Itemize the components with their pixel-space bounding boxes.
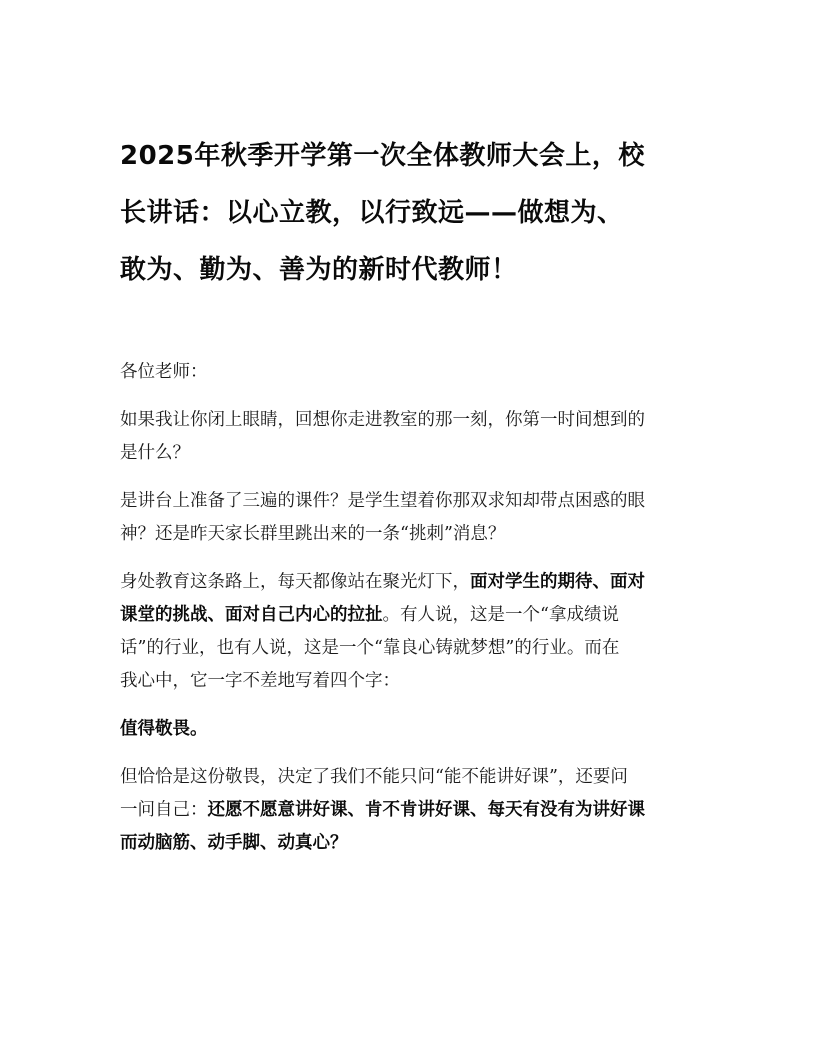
title-line: 敢为、勤为、善为的新时代教师！ xyxy=(120,255,518,285)
salutation xyxy=(120,356,686,389)
text-run: 我心中，它一字不差地写着四个字： xyxy=(120,671,400,691)
paragraph-line xyxy=(120,827,686,860)
paragraph xyxy=(120,761,686,860)
paragraph-line xyxy=(120,632,686,665)
paragraph-line xyxy=(120,485,686,518)
text-run: 是什么？ xyxy=(120,443,190,463)
paragraph-line xyxy=(120,665,686,698)
paragraph-line xyxy=(120,566,686,599)
emphasis-run: 还愿不愿意讲好课、肯不肯讲好课、每天有没有为讲好课 xyxy=(207,800,645,820)
emphasis-run: 值得敬畏。 xyxy=(120,719,208,739)
paragraph xyxy=(120,713,686,746)
paragraph-line xyxy=(120,599,686,632)
paragraph-line xyxy=(120,437,686,470)
paragraph-line xyxy=(120,404,686,437)
emphasis-run: 而动脑筋、动手脚、动真心？ xyxy=(120,833,348,853)
text-run: 一问自己： xyxy=(120,800,208,820)
paragraph xyxy=(120,485,686,551)
text-run: 神？还是昨天家长群里跳出来的一条“挑刺”消息？ xyxy=(120,524,506,544)
text-run: 是讲台上准备了三遍的课件？是学生望着你那双求知却带点困惑的眼 xyxy=(120,491,645,511)
text-run: 但恰恰是这份敬畏，决定了我们不能只问“能不能讲好课”，还要问 xyxy=(120,767,628,787)
text-run: 身处教育这条路上，每天都像站在聚光灯下， xyxy=(120,572,470,592)
title-line: 长讲话：以心立教，以行致远——做想为、 xyxy=(120,198,624,228)
text-run: 话”的行业，也有人说，这是一个“靠良心铸就梦想”的行业。而在 xyxy=(120,638,620,658)
paragraph-line xyxy=(120,713,686,746)
document-title xyxy=(120,128,686,299)
paragraph-line xyxy=(120,761,686,794)
paragraph-line xyxy=(120,794,686,827)
paragraph xyxy=(120,566,686,698)
text-run: 。有人说，这是一个“拿成绩说 xyxy=(382,605,619,625)
title-line: 2025年秋季开学第一次全体教师大会上，校 xyxy=(120,141,645,171)
document-body xyxy=(120,356,686,875)
emphasis-run: 面对学生的期待、面对 xyxy=(470,572,645,592)
paragraph-line xyxy=(120,518,686,551)
salutation-text: 各位老师： xyxy=(120,362,208,382)
text-run: 如果我让你闭上眼睛，回想你走进教室的那一刻，你第一时间想到的 xyxy=(120,410,645,430)
emphasis-run: 课堂的挑战、面对自己内心的拉扯 xyxy=(120,605,383,625)
paragraph xyxy=(120,404,686,470)
